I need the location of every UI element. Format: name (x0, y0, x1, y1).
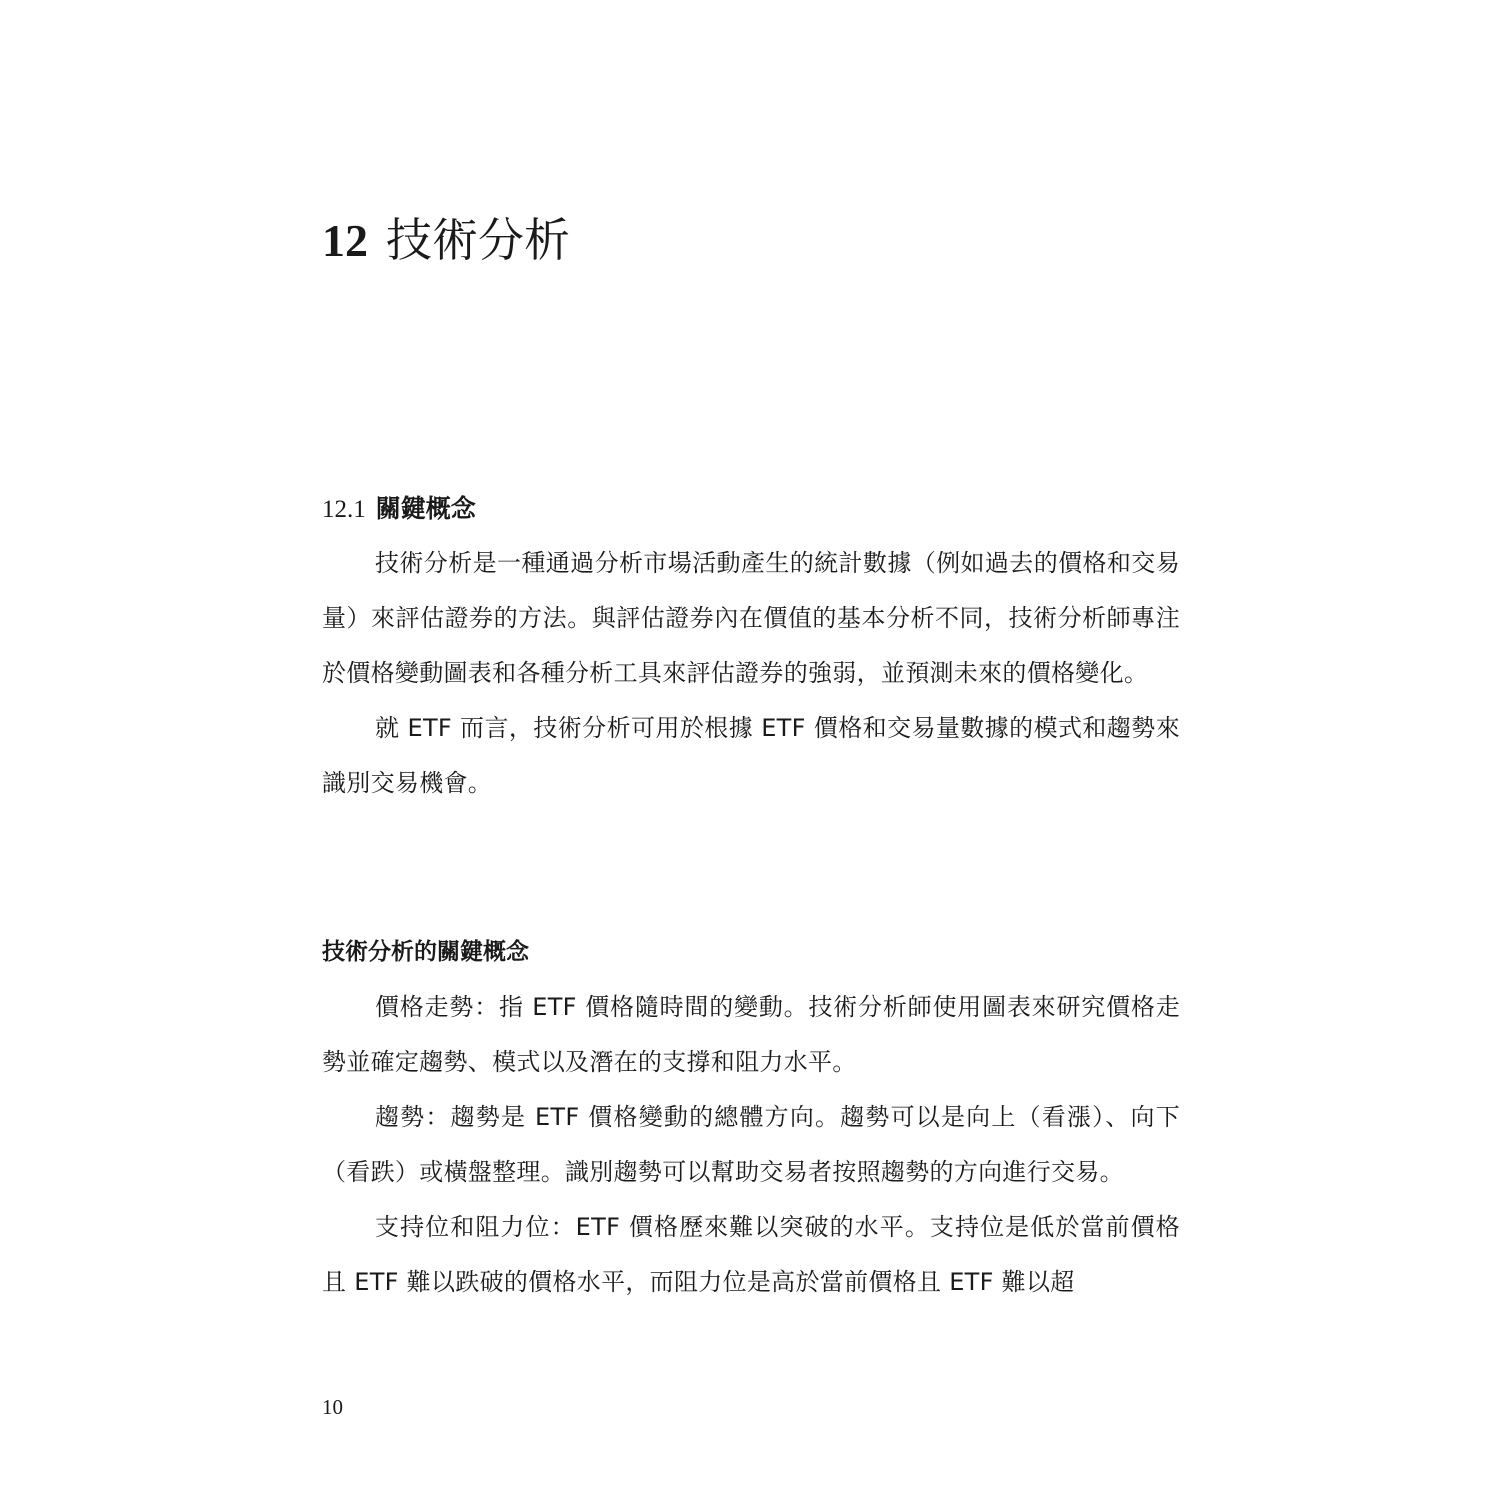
section-number: 12.1 (322, 496, 366, 523)
subsection-heading: 技術分析的關鍵概念 (322, 939, 529, 965)
chapter-title (322, 210, 570, 271)
paragraph: 趨勢：趨勢是 ETF 價格變動的總體方向。趨勢可以是向上（看漲）、向下（看跌）或橫盤整理。識別趨勢可以幫助交易者按照趨勢的方向進行交易。 (322, 1103, 1180, 1186)
paragraph: 就 ETF 而言，技術分析可用於根據 ETF 價格和交易量數據的模式和趨勢來識別交易機會。 (322, 714, 1180, 797)
section-title: 關鍵概念 (375, 494, 476, 523)
paragraph: 支持位和阻力位：ETF 價格歷來難以突破的水平。支持位是低於當前價格且 ETF 難以跌破的價格水平，而阻力位是高於當前價格且 ETF 難以超 (322, 1213, 1180, 1296)
paragraph: 價格走勢：指 ETF 價格隨時間的變動。技術分析師使用圖表來研究價格走勢並確定趨勢、模式以及潛在的支撐和阻力水平。 (322, 993, 1180, 1076)
subsection-body (322, 980, 1180, 1310)
section-heading (322, 490, 476, 529)
paragraph: 技術分析是一種通過分析市場活動產生的統計數據（例如過去的價格和交易量）來評估證券的方法。與評估證券內在價值的基本分析不同，技術分析師專注於價格變動圖表和各種分析工具來評估證券的強弱，並預測未來的價格變化。 (322, 549, 1180, 687)
page-number: 10 (322, 1395, 343, 1419)
chapter-title-text: 技術分析 (386, 213, 570, 267)
section-body (322, 536, 1180, 811)
chapter-number: 12 (322, 215, 368, 266)
